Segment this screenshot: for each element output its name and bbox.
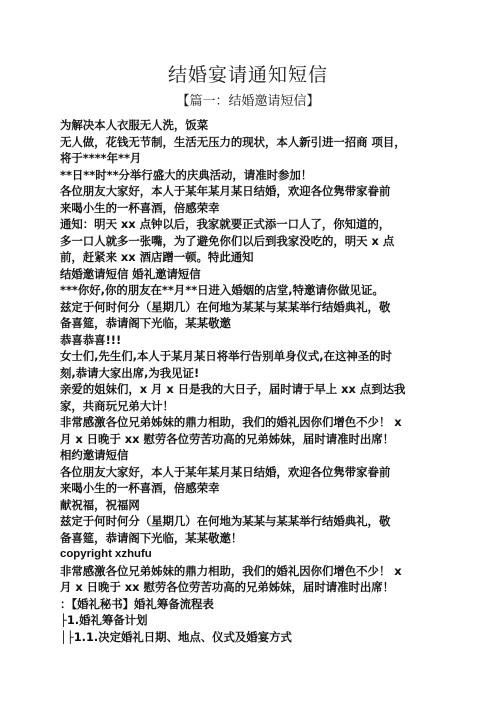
- body-line: 月 x 日晚于 xx 慰劳各位劳苦功高的兄弟姊妹，届时请准时出席！: [60, 431, 395, 446]
- body-line: 多一口人就多一张嘴，为了避免你们以后到我家没吃的，明天 x 点: [60, 233, 395, 248]
- body-line: 家，共商玩兄弟大计！: [60, 398, 174, 413]
- body-line: 兹定于何时何分（星期几）在何地为某某与某某举行结婚典礼，敬: [60, 299, 391, 314]
- body-line: 结婚邀请短信 婚礼邀请短信: [60, 266, 201, 281]
- body-line: ***你好,你的朋友在**月**日进入婚姻的店堂,特邀请你做见证。: [60, 283, 384, 297]
- body-line: 备喜筵，恭请阁下光临，某某敬邀: [60, 316, 231, 330]
- body-line: ├1.婚礼筹备计划: [60, 613, 148, 627]
- body-line: 月 x 日晚于 xx 慰劳各位劳苦功高的兄弟姊妹，届时请准时出席！: [60, 580, 395, 594]
- body-line: 无人做，花钱无节制，生活无压力的现状，本人新引进一招商 项目，: [60, 134, 406, 149]
- body-line: **日**时**分举行盛大的庆典活动，请准时参加！: [60, 167, 313, 182]
- body-line: 非常感激各位兄弟姊妹的鼎力相助，我们的婚礼因你们增色不少！ x: [60, 415, 402, 429]
- body-line: 相约邀请短信: [60, 448, 129, 462]
- body-line: 兹定于何时何分（星期几）在何地为某某与某某举行结婚典礼，敬: [60, 514, 391, 528]
- document-title: 结婚宴请通知短信: [167, 64, 328, 86]
- document-subtitle: 【篇一：结婚邀请短信】: [176, 94, 320, 109]
- body-line: 前，赶紧来 xx 酒店蹭一顿。特此通知: [60, 250, 254, 264]
- body-line: 恭喜恭喜!!!: [60, 332, 122, 347]
- body-line: 献祝福，祝福网: [60, 497, 140, 512]
- body-line: 非常感激各位兄弟姊妹的鼎力相助，我们的婚礼因你们增色不少！ x: [60, 563, 402, 578]
- body-line: 各位朋友大家好，本人于某年某月某日结婚，欢迎各位隽带家眷前: [60, 184, 391, 198]
- body-line: 来喝小生的一杯喜酒，倍感荣幸: [60, 200, 220, 215]
- body-line: 各位朋友大家好，本人于某年某月某日结婚，欢迎各位隽带家眷前: [60, 464, 391, 479]
- body-line: 女士们,先生们,本人于某月某日将举行告别单身仪式,在这神圣的时: [60, 349, 392, 363]
- body-line: copyright xzhufu: [60, 548, 152, 560]
- body-line: 为解决本人衣服无人洗，饭菜: [60, 118, 209, 132]
- body-line: ：【婚礼秘书】婚礼筹备流程表: [60, 596, 214, 611]
- document-body: [60, 117, 444, 645]
- body-line: 通知：明天 xx 点钟以后，我家就要正式添一口人了，你知道的，: [60, 217, 391, 231]
- body-line: 亲爱的姐妹们，x 月 x 日是我的大日子，届时请于早上 xx 点到达我: [60, 382, 406, 396]
- body-line: 将于****年**月: [60, 151, 142, 165]
- body-line: 刻,恭请大家出席,为我见证!: [60, 365, 200, 380]
- body-line: │├1.1.决定婚礼日期、地点、仪式及婚宴方式: [60, 629, 292, 644]
- body-line: 来喝小生的一杯喜酒，倍感荣幸: [60, 481, 220, 495]
- body-line: 备喜筵，恭请阁下光临，某某敬邀！: [60, 530, 243, 545]
